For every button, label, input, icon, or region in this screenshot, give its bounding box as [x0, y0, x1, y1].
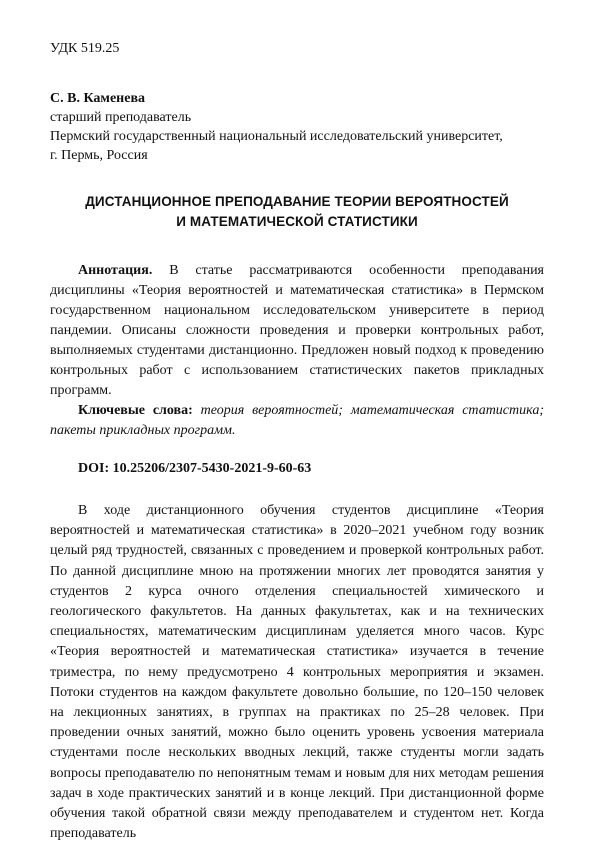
doi-line: DOI: 10.25206/2307-5430-2021-9-60-63 [78, 461, 312, 476]
udk-code: УДК 519.25 [50, 41, 120, 56]
abstract-paragraph [50, 261, 544, 401]
author-block [50, 89, 544, 165]
title-line-2: И МАТЕМАТИЧЕСКОЙ СТАТИСТИКИ [176, 214, 418, 229]
article-page [50, 40, 544, 844]
author-position: старший преподаватель [50, 110, 192, 125]
keywords-text: теория вероятностей; математическая статистика; пакеты прикладных программ. [50, 403, 544, 438]
article-title [50, 192, 544, 232]
abstract-text: В статье рассматриваются особенности преподавания дисциплины «Теория вероятностей и математическая статистика» в Пермском государственном национальном исследовательском университете в период пандемии. Описаны сложности проведения и проверки контрольных работ, выполняемых студентами дистанционно. Предложен новый подход к проведению контрольных работ с использованием статистических пакетов прикладных программ. [50, 263, 544, 398]
body-paragraph: В ходе дистанционного обучения студентов дисциплине «Теория вероятностей и математическая статистика» в 2020–2021 учебном году возник целый ряд трудностей, связанных с проведением и проверкой контрольных работ. По данной дисциплине мною на протяжении многих лет проводятся занятия у студентов 2 курса очного отделения специальностей химического и геологического факультетов. На данных факультетах, как и на технических специальностях, математическим дисциплинам уделяется много часов. Курс «Теория вероятностей и математическая статистика» изучается в течение триместра, по нему предусмотрено 4 контрольных мероприятия и экзамен. Потоки студентов на каждом факультете довольно большие, по 120–150 человек на лекционных занятиях, в группах на практиках по 25–28 человек. При проведении очных занятий, можно было оценить уровень усвоения материала студентами после нескольких вводных лекций, также студенты могли задать вопросы преподавателю по непонятным темам и новым для них методам решения задач в ходе практических занятий и в конце лекций. При дистанционной форме обучения такой обратной связи между преподавателем и студентом нет. Когда преподаватель [50, 503, 544, 842]
keywords-label: Ключевые слова: [78, 403, 193, 418]
title-line-1: ДИСТАНЦИОННОЕ ПРЕПОДАВАНИЕ ТЕОРИИ ВЕРОЯТНОСТЕЙ [85, 194, 509, 209]
author-location: г. Пермь, Россия [50, 148, 148, 163]
abstract-section [50, 261, 544, 441]
author-name: С. В. Каменева [50, 91, 146, 106]
keywords-paragraph [50, 401, 544, 441]
author-affiliation: Пермский государственный национальный исследовательский университет, [50, 129, 503, 144]
abstract-label: Аннотация. [78, 263, 153, 278]
body-section [50, 501, 544, 844]
